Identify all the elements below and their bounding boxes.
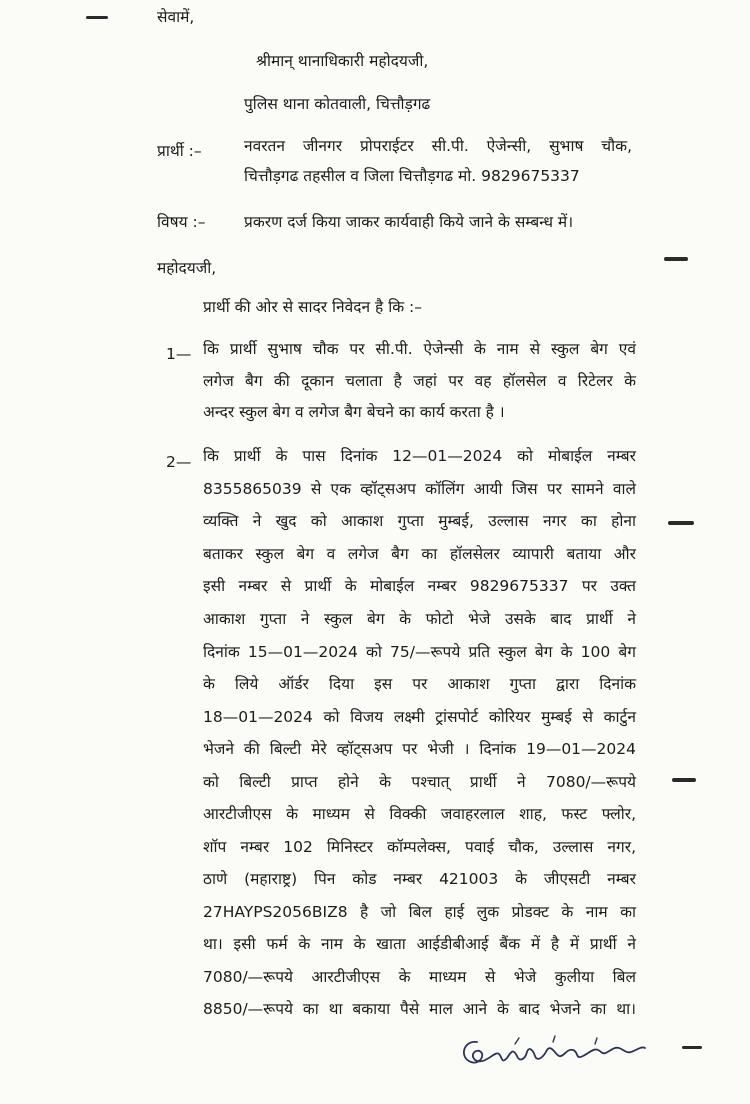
point-2-line-15: 27HAYPS2056BIZ8 है जो बिल हाई लुक प्रोडक्ट के नाम का [203, 903, 636, 921]
scan-mark-right-3 [672, 778, 696, 782]
applicant-line-2: चित्तौड़गढ तहसील व जिला चित्तौड़गढ मो. 9829675337 [244, 167, 580, 185]
scan-mark-right-2 [668, 521, 694, 525]
point-2-line-12: आरटीजीएस के माध्यम से विक्की जवाहरलाल शाह, फस्ट फ्लोर, [203, 805, 636, 823]
scan-mark-right-4 [682, 1046, 702, 1049]
point-2-line-16: था। इसी फर्म के नाम के खाता आईडीबीआई बैंक में है में प्रार्थी ने [203, 935, 636, 953]
point-2-line-11: को बिल्टी प्राप्त होने के पश्चात् प्रार्थी ने 7080/—रूपये [203, 773, 636, 791]
point-2-line-1: कि प्रार्थी के पास दिनांक 12—01—2024 को मोबाईल नम्बर [203, 447, 636, 465]
point-2-line-9: 18—01—2024 को विजय लक्ष्मी ट्रांसपोर्ट कोरियर मुम्बई से कार्टुन [203, 708, 636, 726]
point-2-line-10: भेजने की बिल्टी मेरे व्हॉट्सअप पर भेजी । दिनांक 19—01—2024 [203, 740, 636, 758]
greeting: महोदयजी, [157, 259, 217, 277]
scan-mark-top-left [86, 16, 108, 19]
point-2-number: 2— [166, 453, 192, 471]
signature [455, 1032, 650, 1072]
point-2-line-6: आकाश गुप्ता ने स्कुल बेग के फोटो भेजे उसके बाद प्रार्थी ने [203, 610, 636, 628]
point-2-line-2: 8355865039 से एक व्हॉट्सअप कॉलिंग आयी जिस पर सामने वाले [203, 480, 636, 498]
addressee-line-1: श्रीमान् थानाधिकारी महोदयजी, [256, 52, 429, 70]
addressee-line-2: पुलिस थाना कोतवाली, चित्तौड़गढ [244, 95, 431, 113]
applicant-label: प्रार्थी :– [157, 142, 202, 160]
point-1-line-2: लगेज बैग की दूकान चलाता है जहां पर वह हॉलसेल व रिटेलर के [203, 372, 636, 390]
point-2-line-8: के लिये ऑर्डर दिया इस पर आकाश गुप्ता द्वारा दिनांक [203, 675, 636, 693]
point-1-line-3: अन्दर स्कुल बेग व लगेज बैग बेचने का कार्य करता है । [203, 403, 505, 421]
subject-label: विषय :– [157, 213, 206, 231]
point-2-line-5: इसी नम्बर से प्रार्थी के मोबाईल नम्बर 9829675337 पर उक्त [203, 577, 636, 595]
scan-mark-right-1 [664, 257, 688, 261]
point-2-line-18: 8850/—रूपये का था बकाया पैसे माल आने के बाद भेजने का था। [203, 1000, 636, 1018]
point-1-number: 1— [166, 345, 192, 363]
point-2-line-7: दिनांक 15—01—2024 को 75/—रूपये प्रति स्कुल बेग के 100 बेग [203, 643, 636, 661]
point-2-line-14: ठाणे (महाराष्ट्र) पिन कोड नम्बर 421003 के जीएसटी नम्बर [203, 870, 636, 888]
intro: प्रार्थी की ओर से सादर निवेदन है कि :– [203, 298, 423, 316]
point-1-line-1: कि प्रार्थी सुभाष चौक पर सी.पी. ऐजेन्सी के नाम से स्कुल बेग एवं [203, 340, 636, 358]
subject-text: प्रकरण दर्ज किया जाकर कार्यवाही किये जाने के सम्बन्ध में। [244, 213, 574, 231]
point-2-line-3: व्यक्ति ने खुद को आकाश गुप्ता मुम्बई, उल्लास नगर का होना [203, 512, 636, 530]
point-2-line-13: शॉप नम्बर 102 मिनिस्टर कॉम्पलेक्स, पवाई चौक, उल्लास नगर, [203, 838, 636, 856]
point-2-line-17: 7080/—रूपये आरटीजीएस के माध्यम से भेजे कुलीया बिल [203, 968, 636, 986]
point-2-line-4: बताकर स्कुल बेग व लगेज बैग का हॉलसेलर व्यापारी बताया और [203, 545, 636, 563]
applicant-line-1: नवरतन जीनगर प्रोपराईटर सी.पी. ऐजेन्सी, सुभाष चौक, [244, 137, 632, 155]
salutation: सेवामें, [157, 8, 195, 26]
